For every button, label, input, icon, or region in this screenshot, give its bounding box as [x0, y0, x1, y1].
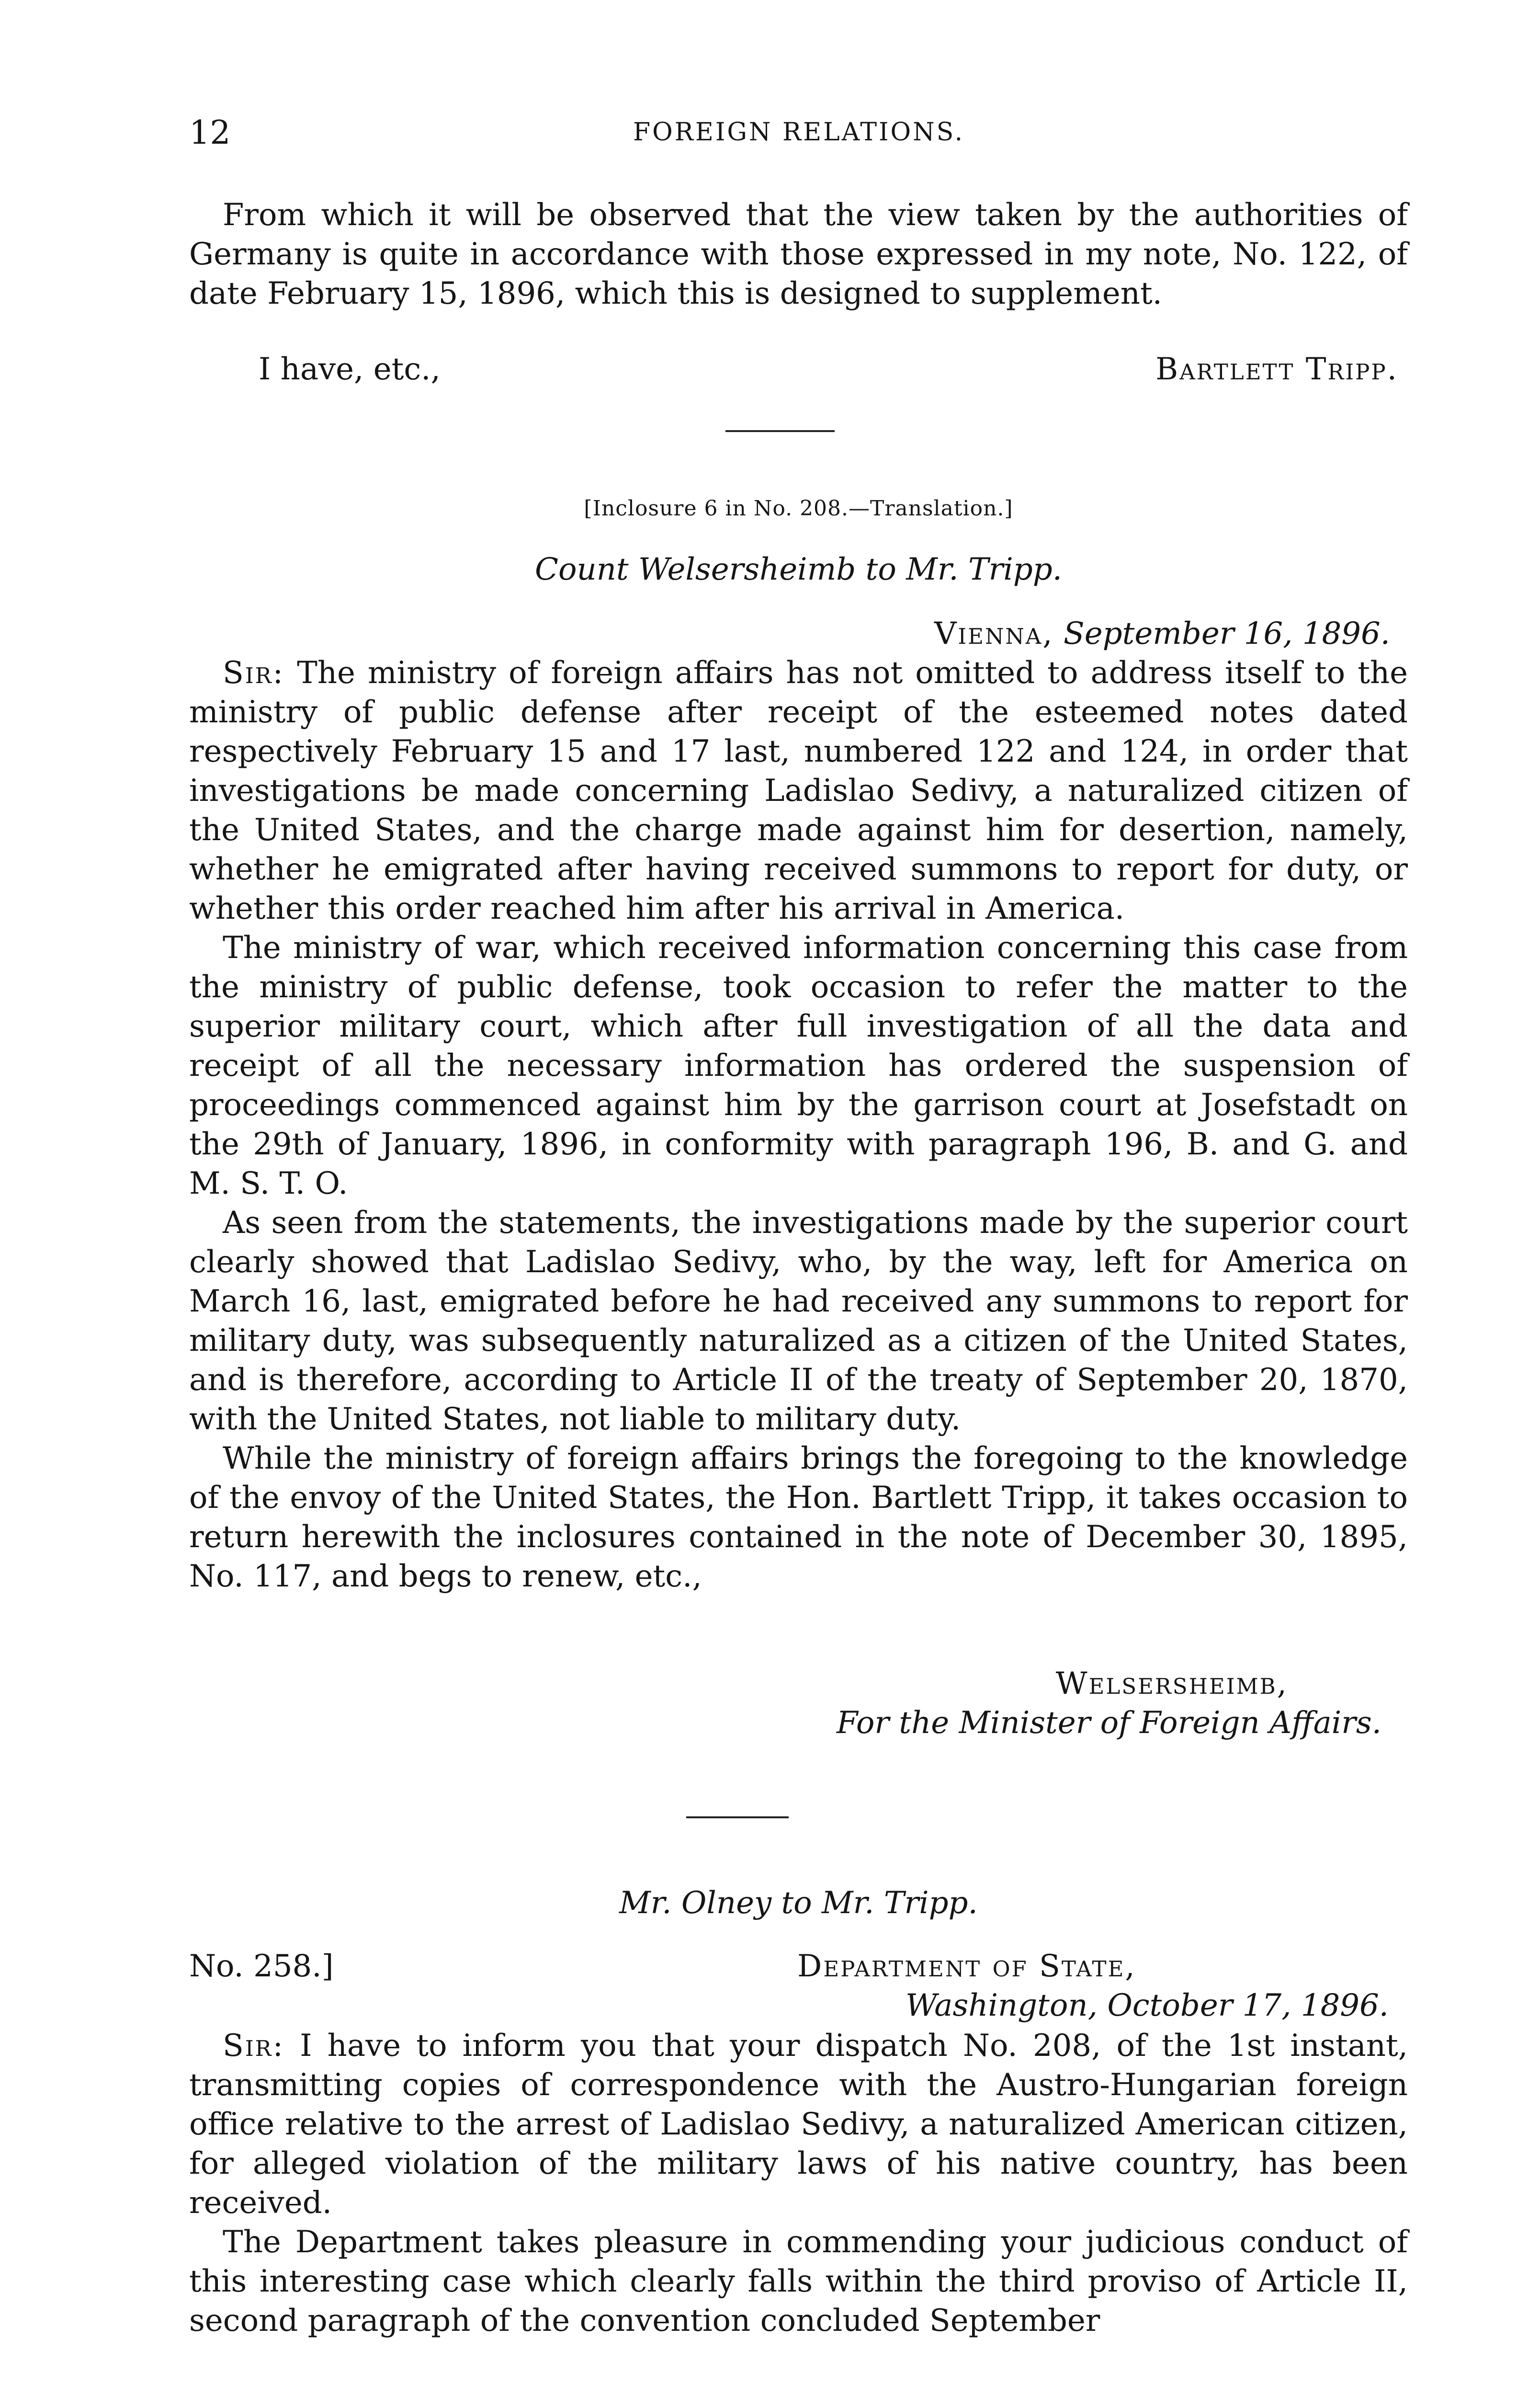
body-paragraph [189, 2026, 1408, 2223]
dispatch-number: No. 258.] [189, 1949, 334, 1984]
page-header [189, 114, 1408, 157]
letter-body [189, 2026, 1408, 2340]
salutation: Sir: [223, 655, 285, 691]
signature-title: For the Minister of Foreign Affairs. [836, 1705, 1381, 1741]
dateline [189, 614, 1390, 653]
running-head: FOREIGN RELATIONS. [633, 118, 964, 147]
separator-rule [686, 1816, 789, 1818]
paragraph-text: I have to inform you that your dispatch No. 208, of the 1st instant, transmitting copies of correspondence with the Austro-Hungarian foreign office relative to the arrest of Ladislao Sedivy, a naturalized American citizen, for alleged violation of the military laws of his native country, has been received. [189, 2028, 1408, 2221]
body-paragraph: The ministry of war, which received information concerning this case from the ministry of public defense, took occasion to refer the matter to the superior military court, which after full investigation of all the data and receipt of all the necessary information has ordered the suspension of proceedings commenced against him by the garrison court at Josefstadt on the 29th of January, 1896, in conformity with paragraph 196, B. and G. and M. S. T. O. [189, 930, 1408, 1201]
signature-name: Welsersheimb, [1055, 1666, 1288, 1701]
separator-rule [725, 430, 835, 432]
letter-body [189, 653, 1408, 1596]
letter-title: Mr. Olney to Mr. Tripp. [619, 1885, 978, 1921]
inclosure-note: [Inclosure 6 in No. 208.—Translation.] [584, 496, 1013, 521]
place-date: Washington, October 17, 1896. [906, 1988, 1389, 2023]
body-paragraph: The Department takes pleasure in commending your judicious conduct of this interesting case which clearly falls within the third proviso of Article II, second paragraph of the convention concluded September [189, 2224, 1408, 2338]
paragraph-text: The ministry of foreign affairs has not omitted to address itself to the ministry of public defense after receipt of the esteemed notes dated respectively February 15 and 17 last, numbered 122 and 124, in order that investigations be made concerning Ladislao Sedivy, a naturalized citizen of the United States, and the charge made against him for desertion, namely, whether he emigrated after having received summons to report for duty, or whether this order reached him after his arrival in America. [189, 655, 1408, 926]
body-paragraph [189, 653, 1408, 928]
section-closing-letter [189, 195, 1408, 313]
page-number: 12 [189, 114, 231, 152]
signature-block [189, 1664, 1288, 1703]
place: Vienna, [934, 616, 1054, 651]
salutation: Sir: [223, 2028, 285, 2064]
signature: Bartlett Tripp. [1155, 352, 1398, 387]
body-paragraph: As seen from the statements, the investigations made by the superior court clearly showed that Ladislao Sedivy, who, by the way, left for America on March 16, last, emigrated before he had received any summons to report for military duty, was subsequently naturalized as a citizen of the United States, and is therefore, according to Article II of the treaty of September 20, 1870, with the United States, not liable to military duty. [189, 1205, 1408, 1437]
letter-title: Count Welsersheimb to Mr. Tripp. [534, 552, 1063, 587]
department: Department of State, [797, 1949, 1136, 1984]
dispatch-header [189, 1947, 1408, 1986]
closing-phrase: I have, etc., [259, 352, 441, 387]
date: September 16, 1896. [1063, 616, 1390, 651]
closing-paragraph: From which it will be observed that the view taken by the authorities of Germany is quite in accordance with those expressed in my note, No. 122, of date February 15, 1896, which this is designed to supplement. [189, 197, 1408, 311]
body-paragraph: While the ministry of foreign affairs brings the foregoing to the knowledge of the envoy of the United States, the Hon. Bartlett Tripp, it takes occasion to return herewith the inclosures contained in the note of December 30, 1895, No. 117, and begs to renew, etc., [189, 1441, 1408, 1594]
closing-line [189, 350, 1408, 389]
